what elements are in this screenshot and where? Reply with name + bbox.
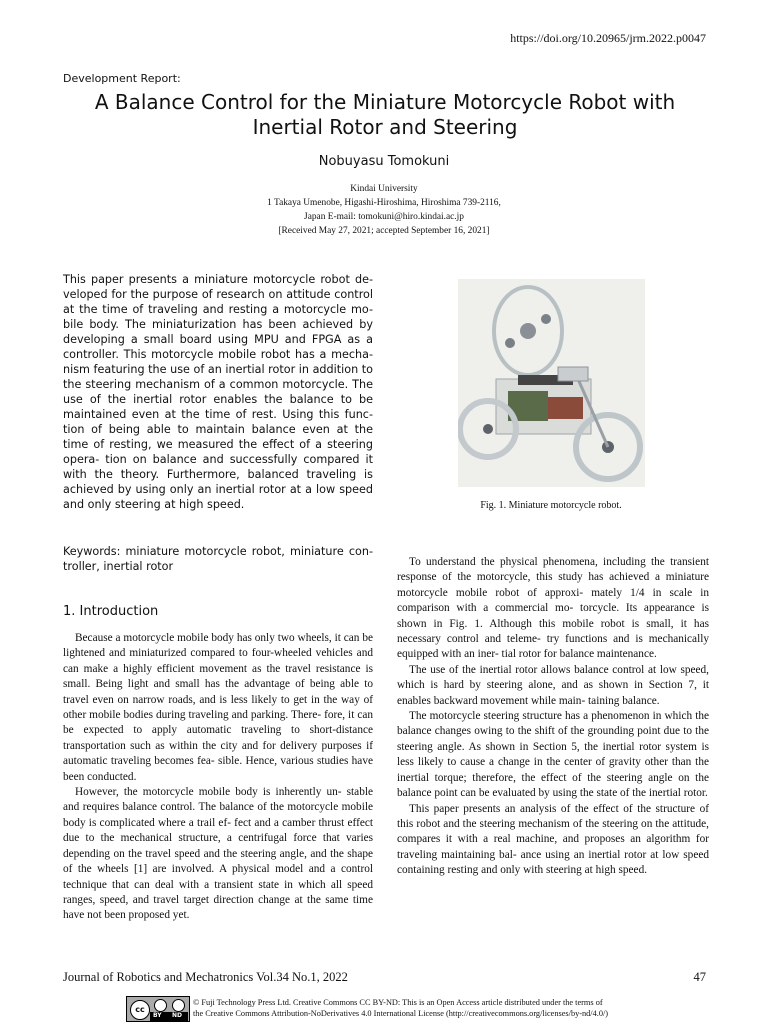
report-type-label: Development Report:: [63, 72, 181, 85]
journal-name: Journal of Robotics and Mechatronics Vol.34 No.1, 2022: [63, 970, 348, 984]
license-line-2: the Creative Commons Attribution-NoDerivatives 4.0 International License (http://creativecommons.org/licenses/by-nd/4.0/): [193, 1009, 609, 1018]
intro-left-column: [63, 631, 373, 924]
author-name: Nobuyasu Tomokuni: [318, 154, 450, 169]
badge-nd-label: ND: [172, 1012, 183, 1019]
title-line-2: Inertial Rotor and Steering: [252, 115, 518, 139]
abstract-text: This paper presents a miniature motorcycle robot de- veloped for the purpose of research on attitude control at the time of traveling and resting a motorcycle mo- bile body. The miniaturization has been achieved by developing a small board using MPU and FPGA as a controller. This motorcycle mobile robot has a mecha- nism featuring the use of an inertial rotor in addition to the steering mechanism of a common motorcycle. The use of the inertial rotor enables the balance to be maintained even at the time of rest. Using this func- tion of being able to maintain balance even at the time of resting, we measured the effect of a steering opera- tion on balance and successfully compared it with the theory. Furthermore, balanced traveling is achieved by using only an inertial rotor at a low speed and only steering at high speed.: [63, 273, 373, 511]
intro-paragraph-2: However, the motorcycle mobile body is inherently un- stable and requires balance control. The balance of the motorcycle mobile body is complicated where a trail ef- fect and a camber thrust effect due to the mechanical structure, a centrifugal force that varies depending on the travel speed and the steering angle, and the shape of the wheels [1] are involved. A physical model and a control technique that can deal with a transient state in which all speed ranges, speed, and travel target direction change at the same time have not been proposed yet.: [63, 786, 373, 922]
robot-photo: [458, 279, 645, 487]
intro-paragraph-3: To understand the physical phenomena, including the transient response of the motorcycle, this study has achieved a miniature motorcycle mobile robot of approxi- mately 1/4 in scale in comparison with a commercial mo- torcycle. Its appearance is shown in Fig. 1. Although this mobile robot is small, it has necessary control and teleme- try functions and is mechanically equipped with an iner- tial rotor for balance maintenance.: [397, 556, 709, 661]
intro-paragraph-1: Because a motorcycle mobile body has only two wheels, it can be lightened and miniaturized compared to four-wheeled vehicles and can make a highly efficient movement as the travel resistance is small. Being light and small has the advantage of being able to travel even on narrow roads, and is less likely to get in the way of other mobile bodies during traveling and parking. There- fore, it can be expected to apply automatic traveling to short-distance transportation such as within the city and for delivery purposes if automatic traveling becomes fea- sible. Hence, various studies have been conducted.: [63, 632, 373, 783]
received-dates: [Received May 27, 2021; accepted September 16, 2021]: [278, 226, 490, 236]
intro-paragraph-5: The motorcycle steering structure has a phenomenon in which the balance changes owing to the shift of the grounding point due to the steering angle. As shown in Section 5, the inertial rotor system is less likely to cause a change in the center of gravity other than the inertial torque; therefore, the effect of the steering angle on the balance point can be evaluated by using the state of the inertial rotor.: [397, 710, 709, 800]
affiliation-address: 1 Takaya Umenobe, Higashi-Hiroshima, Hiroshima 739-2116,: [267, 198, 501, 208]
title-line-1: A Balance Control for the Miniature Motorcycle Robot with: [94, 90, 676, 114]
license-text: [193, 997, 608, 1019]
cc-license-badge[interactable]: [126, 996, 190, 1022]
page-number: 47: [693, 970, 706, 984]
keywords: Keywords: miniature motorcycle robot, miniature con- troller, inertial rotor: [63, 545, 373, 573]
motorcycle-robot-illustration: [458, 279, 645, 487]
intro-paragraph-4: The use of the inertial rotor allows balance control at low speed, which is hard by steering alone, and as shown in Section 7, it enables backward movement while main- taining balance.: [397, 663, 709, 707]
badge-by-label: BY: [153, 1012, 162, 1019]
paper-title: [40, 90, 730, 140]
cc-icon: cc: [130, 1000, 150, 1020]
section-heading-introduction: 1. Introduction: [63, 604, 159, 619]
person-icon: [154, 999, 167, 1012]
affiliation-institution: Kindai University: [350, 184, 418, 194]
intro-right-column: [397, 555, 709, 879]
equals-icon: [172, 999, 185, 1012]
doi-link[interactable]: https://doi.org/10.20965/jrm.2022.p0047: [510, 31, 706, 45]
intro-paragraph-6: This paper presents an analysis of the effect of the structure of this robot and the steering mechanism of the steering on the attitude, compares it with a real machine, and proposes an algorithm for traveling maintaining bal- ance using an inertial rotor at low speed containing resting and only with steering at high speed.: [397, 802, 709, 877]
figure-caption: Fig. 1. Miniature motorcycle robot.: [480, 500, 622, 511]
affiliation-block: [0, 182, 768, 238]
affiliation-email: Japan E-mail: tomokuni@hiro.kindai.ac.jp: [304, 212, 464, 222]
license-line-1: © Fuji Technology Press Ltd. Creative Commons CC BY-ND: This is an Open Access article distributed under the terms of: [193, 998, 603, 1007]
